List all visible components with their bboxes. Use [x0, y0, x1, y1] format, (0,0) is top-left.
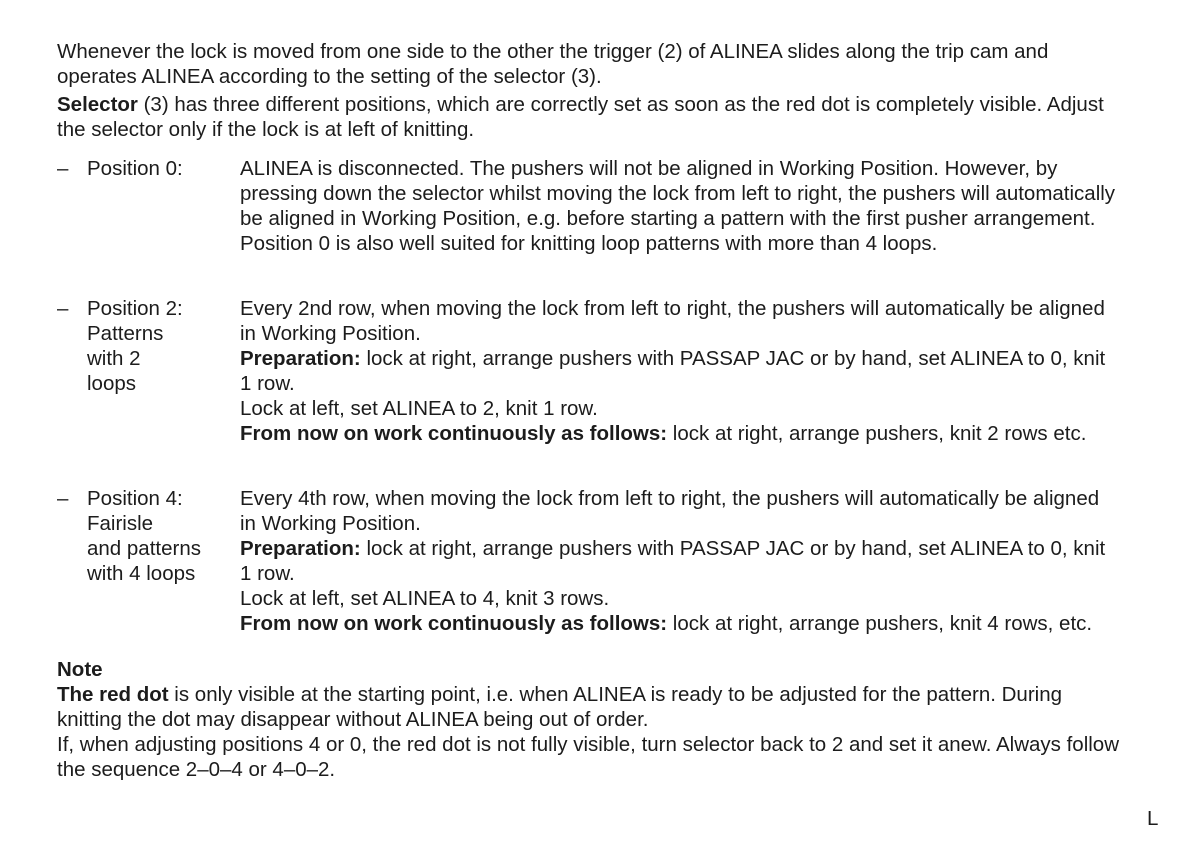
selector-paragraph: [57, 92, 1122, 142]
position-0-label: Position 0:: [87, 157, 183, 180]
preparation-text: lock at right, arrange pushers with PASSAP JAC or by hand, set ALINEA to 0, knit 1 row.: [240, 537, 1106, 585]
position-4-preparation: [240, 536, 1120, 586]
position-0-text: ALINEA is disconnected. The pushers will not be aligned in Working Position. However, by pressing down the selector whilst moving the lock from left to right, the pushers will automatically be aligned in Working Position, e.g. before starting a pattern with the first pusher arrangement.: [240, 157, 1116, 230]
position-2-preparation: [240, 346, 1120, 396]
position-4-lock-left: Lock at left, set ALINEA to 4, knit 3 rows.: [240, 587, 610, 610]
position-4-label: Position 4: Fairisle and patterns with 4 loops: [87, 487, 201, 585]
position-0-description: [240, 156, 1120, 256]
note-heading: Note: [57, 658, 103, 681]
red-dot-heading: The red dot: [57, 683, 169, 706]
continuous-heading: From now on work continuously as follows:: [240, 422, 668, 445]
position-2-text: Every 2nd row, when moving the lock from left to right, the pushers will automatically be aligned in Working Position.: [240, 297, 1105, 345]
note-sequence: If, when adjusting positions 4 or 0, the red dot is not fully visible, turn selector back to 2 and set it anew. Always follow the sequence 2–0–4 or 4–0–2.: [57, 733, 1120, 781]
position-4-text: Every 4th row, when moving the lock from left to right, the pushers will automatically be aligned in Working Position.: [240, 487, 1100, 535]
page-marker: L: [1147, 807, 1159, 830]
continuous-text: lock at right, arrange pushers, knit 2 rows etc.: [667, 422, 1087, 445]
continuous-text: lock at right, arrange pushers, knit 4 rows, etc.: [667, 612, 1093, 635]
position-4-continuous: [240, 611, 1120, 636]
position-2-description: [240, 296, 1120, 446]
position-2-continuous: [240, 421, 1120, 446]
red-dot-text: is only visible at the starting point, i.e. when ALINEA is ready to be adjusted for the pattern. During knitting the dot may disappear without ALINEA being out of order.: [57, 683, 1063, 731]
position-2-label: Position 2: Patterns with 2 loops: [87, 297, 183, 395]
list-dash: –: [57, 487, 69, 510]
note-red-dot: [57, 682, 1122, 732]
preparation-text: lock at right, arrange pushers with PASSAP JAC or by hand, set ALINEA to 0, knit 1 row.: [240, 347, 1106, 395]
list-dash: –: [57, 157, 69, 180]
intro-paragraph: [57, 39, 1122, 89]
preparation-heading: Preparation:: [240, 537, 361, 560]
selector-heading: Selector: [57, 93, 138, 116]
continuous-heading: From now on work continuously as follows:: [240, 612, 668, 635]
position-4-description: [240, 486, 1120, 636]
intro-text: Whenever the lock is moved from one side to the other the trigger (2) of ALINEA slides along the trip cam and operates ALINEA according to the setting of the selector (3).: [57, 40, 1049, 88]
position-0-loop-note: Position 0 is also well suited for knitting loop patterns with more than 4 loops.: [240, 232, 938, 255]
preparation-heading: Preparation:: [240, 347, 361, 370]
selector-text: (3) has three different positions, which are correctly set as soon as the red dot is completely visible. Adjust the selector only if the lock is at left of knitting.: [57, 93, 1104, 141]
list-dash: –: [57, 297, 69, 320]
note-section: [57, 657, 1122, 782]
position-2-lock-left: Lock at left, set ALINEA to 2, knit 1 row.: [240, 397, 598, 420]
